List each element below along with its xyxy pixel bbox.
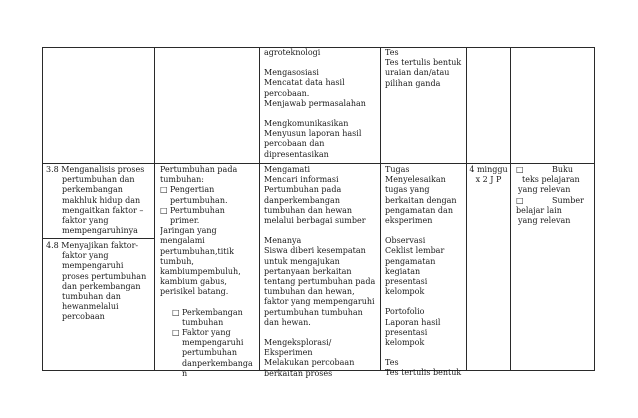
cell-penilaian-row2 xyxy=(385,165,465,379)
text-line: percobaan xyxy=(62,312,105,322)
text-line: kegiatan xyxy=(385,266,421,276)
text-line: pertumbuhan,titik xyxy=(160,246,234,256)
text-line: Tes xyxy=(385,358,399,368)
text-line: pertumbuhan. xyxy=(170,195,228,205)
text-line: Pertumbuhan pada xyxy=(160,165,238,174)
text-line: mengaitkan faktor – xyxy=(62,205,144,215)
text-line: pertumbuhan xyxy=(182,348,237,358)
text-line: danperkembanga xyxy=(182,358,253,368)
col-divider xyxy=(259,47,260,371)
cell-materi xyxy=(160,165,258,379)
text-line xyxy=(160,185,258,195)
text-line xyxy=(46,165,153,175)
text-line: Mengeksplorasi/ xyxy=(264,338,332,348)
text-line: berkaitan dengan xyxy=(385,195,457,205)
col-border-left xyxy=(42,47,43,371)
bullet-text: Buku xyxy=(552,165,574,174)
cell-kegiatan-row2 xyxy=(264,165,379,379)
text-line: Eksperimen xyxy=(264,348,313,358)
bullet-text: Pertumbuhan xyxy=(170,205,225,215)
text-line: tumbuhan dan hewan, xyxy=(264,287,355,297)
text-line: Menyelesaikan xyxy=(385,175,446,185)
text-line xyxy=(160,308,258,318)
text-line: Mengkomunikasikan xyxy=(264,119,349,129)
text-line: Tugas xyxy=(385,165,410,174)
bullet-text: Pengertian xyxy=(170,185,215,195)
text-line: tumbuhan dan xyxy=(62,292,121,302)
text-line: mempengaruhinya xyxy=(62,226,138,236)
text-line: Menanya xyxy=(264,236,302,246)
text-line: faktor yang xyxy=(62,251,109,261)
text-line: pertanyaan berkaitan xyxy=(264,266,352,276)
text-line: berkaitan proses xyxy=(264,368,333,378)
kd-number: 4.8 xyxy=(46,241,59,250)
text-line: Menyusun laporan hasil xyxy=(264,129,362,139)
text-line: dipresentasikan xyxy=(264,149,329,159)
text-line: Observasi xyxy=(385,236,426,246)
text-line: Tes xyxy=(385,48,399,57)
text-line: yang relevan xyxy=(518,185,571,195)
text-line: tumbuhan dan hewan xyxy=(264,205,353,215)
bullet-text: Perkembangan xyxy=(182,307,243,317)
text-line: pertumbuhan tumbuhan xyxy=(264,307,363,317)
text-line: Ceklist lembar xyxy=(385,246,445,256)
text-line: percobaan. xyxy=(264,88,310,98)
text-line: tumbuhan: xyxy=(160,175,204,185)
row-divider xyxy=(42,163,595,164)
text-line xyxy=(516,196,594,206)
kd-title: Menyajikan faktor- xyxy=(61,241,139,250)
text-line: Jaringan yang xyxy=(160,226,217,236)
bullet-icon: □ xyxy=(172,328,180,338)
kd-number: 3.8 xyxy=(46,165,59,174)
text-line: mempengaruhi xyxy=(182,338,244,348)
kd-divider xyxy=(42,238,154,239)
cell-kd-4-8 xyxy=(46,241,153,323)
text-line: pengamatan xyxy=(385,256,436,266)
text-line: Mengamati xyxy=(264,165,311,174)
text-line: Mencari informasi xyxy=(264,175,339,185)
text-line: pertumbuhan dan xyxy=(62,175,135,185)
text-line: Laporan hasil xyxy=(385,317,441,327)
kd-title: Menganalisis proses xyxy=(61,165,145,174)
text-line: presentasi xyxy=(385,277,428,287)
text-line xyxy=(160,328,258,338)
text-line: Mengasosiasi xyxy=(264,68,319,78)
text-line: perisikel batang. xyxy=(160,287,229,297)
bullet-icon: □ xyxy=(516,195,524,205)
col-divider xyxy=(510,47,511,371)
text-line: danperkembangan xyxy=(264,195,340,205)
text-line: kelompok xyxy=(385,338,425,348)
cell-penilaian-row1 xyxy=(385,48,465,89)
text-line: tumbuhan xyxy=(182,317,224,327)
text-line: Siswa diberi kesempatan xyxy=(264,246,366,256)
bullet-icon: □ xyxy=(160,185,168,195)
text-line: makhluk hidup dan xyxy=(62,195,141,205)
text-line xyxy=(160,206,258,216)
text-line: kambiumpembuluh, xyxy=(160,267,241,277)
text-line: uraian dan/atau xyxy=(385,68,450,78)
text-line: untuk mengajukan xyxy=(264,256,340,266)
text-line: Tes tertulis bentuk xyxy=(385,368,462,378)
text-line: tentang pertumbuhan pada xyxy=(264,277,376,287)
text-line: pengamatan dan xyxy=(385,205,453,215)
text-line: Mencatat data hasil xyxy=(264,78,345,88)
text-line: Melakukan percobaan xyxy=(264,358,355,368)
text-line: Tes tertulis bentuk xyxy=(385,58,462,68)
bullet-icon: □ xyxy=(516,165,524,174)
text-line: faktor yang mempengaruhi xyxy=(264,297,375,307)
bullet-icon: □ xyxy=(172,307,180,317)
text-line: mempengaruhi xyxy=(62,261,124,271)
text-line: tumbuh, xyxy=(160,256,194,266)
text-line: n xyxy=(182,368,188,378)
col-border-right xyxy=(594,47,595,371)
text-line: perkembangan xyxy=(62,185,123,195)
text-line: kambium gabus, xyxy=(160,277,227,287)
text-line: Menjawab permasalahan xyxy=(264,98,366,108)
text-line: belajar lain xyxy=(516,205,562,215)
text-line: 4 minggu xyxy=(469,165,508,174)
text-line: pilihan ganda xyxy=(385,78,441,88)
text-line: primer. xyxy=(170,216,200,226)
text-line: hewanmelalui xyxy=(62,302,119,312)
text-line: percobaan dan xyxy=(264,139,325,149)
text-line: kelompok xyxy=(385,287,425,297)
cell-kd-3-8 xyxy=(46,165,153,236)
col-divider xyxy=(154,47,155,371)
text-line: yang relevan xyxy=(518,216,571,226)
text-line: presentasi xyxy=(385,327,428,337)
text-line: x 2 J P xyxy=(475,175,502,185)
bullet-text: Faktor yang xyxy=(182,328,231,338)
text-line: tugas yang xyxy=(385,185,430,195)
text-line: eksperimen xyxy=(385,216,433,226)
col-divider xyxy=(466,47,467,371)
cell-waktu xyxy=(468,165,509,185)
text-line xyxy=(516,165,594,175)
text-line: dan perkembangan xyxy=(62,281,141,291)
text-line: proses pertumbuhan xyxy=(62,271,147,281)
cell-kegiatan-row1 xyxy=(264,48,378,160)
col-divider xyxy=(380,47,381,371)
text-line: teks pelajaran xyxy=(522,175,580,185)
bullet-icon: □ xyxy=(160,205,168,215)
text-line: faktor yang xyxy=(62,216,109,226)
text-line: Portofolio xyxy=(385,307,425,317)
text-line: melalui berbagai sumber xyxy=(264,216,366,226)
cell-sumber xyxy=(516,165,594,226)
text-line: agroteknologi xyxy=(264,48,321,57)
text-line xyxy=(46,241,153,251)
text-line: Pertumbuhan pada xyxy=(264,185,342,195)
text-line: dan hewan. xyxy=(264,317,311,327)
bullet-text: Sumber xyxy=(552,195,584,205)
text-line: mengalami xyxy=(160,236,205,246)
